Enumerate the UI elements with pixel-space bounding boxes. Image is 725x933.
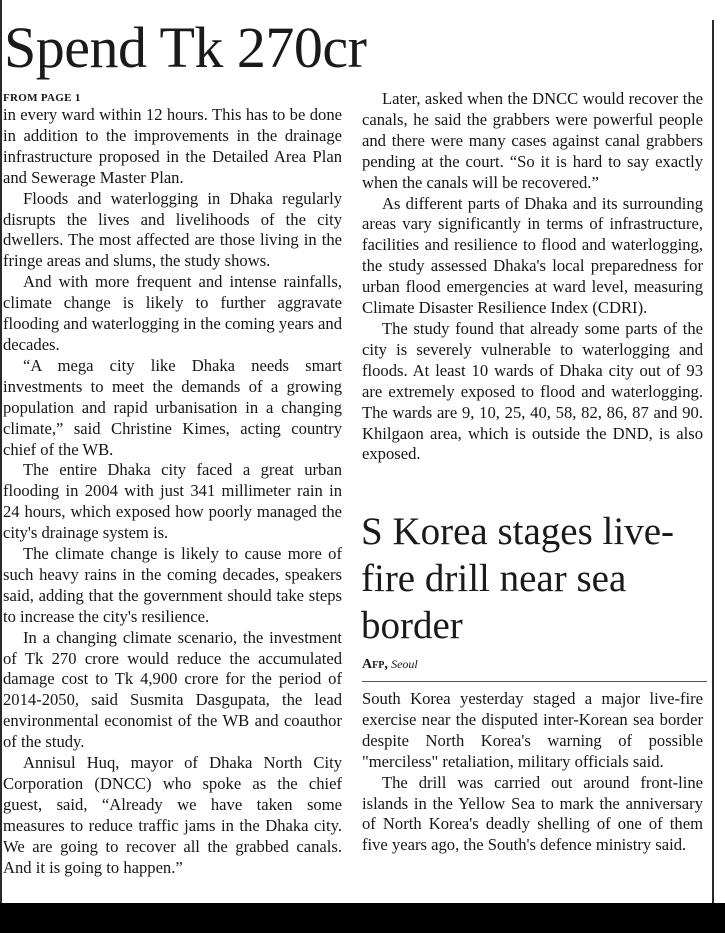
bottom-black-bar xyxy=(0,903,725,933)
paragraph: The study found that already some parts of the city is severely vulnerable to waterlogging and floods. At least 10 wards of Dhaka city out of 93 are extremely exposed to flood and waterlogging. The wards are 9, 10, 25, 40, 58, 82, 86, 87 and 90. Khilgaon area, which is outside the DND, is also exposed. xyxy=(362,318,703,464)
article-right-column xyxy=(362,89,703,465)
right-column-rule xyxy=(712,20,714,905)
second-article-body xyxy=(362,689,703,856)
paragraph: The drill was carried out around front-line islands in the Yellow Sea to mark the anniversary of North Korea's deadly shelling of one of them five years ago, the South's defence ministry said. xyxy=(362,772,703,855)
left-column-rule xyxy=(0,0,2,905)
paragraph: In a changing climate scenario, the investment of Tk 270 crore would reduce the accumulated damage cost to Tk 4,900 crore for the period of 2014-2050, said Susmita Dasgupata, the lead environmental economist of the WB and coauthor of the study. xyxy=(3,627,342,752)
paragraph: As different parts of Dhaka and its surrounding areas vary significantly in terms of infrastructure, facilities and resilience to flood and waterlogging, the study assessed Dhaka's local preparedness for urban flood emergencies at ward level, measuring Climate Disaster Resilience Index (CDRI). xyxy=(362,193,703,318)
paragraph: Annisul Huq, mayor of Dhaka North City Corporation (DNCC) who spoke as the chief guest, said, “Already we have taken some measures to reduce traffic jams in the Dhaka city. We are going to recover all the grabbed canals. And it is going to happen.” xyxy=(3,753,342,877)
byline-rule xyxy=(362,681,707,682)
paragraph: Floods and waterlogging in Dhaka regularly disrupts the lives and livelihoods of the city dwellers. The most affected are those living in the fringe areas and slums, the study shows. xyxy=(3,188,342,271)
article-left-column xyxy=(3,105,342,879)
paragraph: The entire Dhaka city faced a great urban flooding in 2004 with just 341 millimeter rain in 24 hours, which exposed how poorly managed the city's drainage system is. xyxy=(3,460,342,543)
article-headline: Spend Tk 270cr xyxy=(4,15,367,80)
paragraph: The climate change is likely to cause more of such heavy rains in the coming decades, speakers said, adding that the government should take steps to increase the city's resilience. xyxy=(3,544,342,626)
paragraph: “A mega city like Dhaka needs smart investments to meet the demands of a growing population and rapid urbanisation in a changing climate,” said Christine Kimes, acting country chief of the WB. xyxy=(3,355,342,459)
paragraph: in every ward within 12 hours. This has to be done in addition to the improvements in the drainage infrastructure proposed in the Detailed Area Plan and Sewerage Master Plan. xyxy=(3,105,342,187)
byline xyxy=(362,656,418,673)
paragraph: Later, asked when the DNCC would recover the canals, he said the grabbers were powerful people and there were many cases against canal grabbers pending at the court. “So it is hard to say exactly when the canals will be recovered.” xyxy=(362,89,703,192)
paragraph: And with more frequent and intense rainfalls, climate change is likely to further aggravate flooding and waterlogging in the coming years and decades. xyxy=(3,272,342,354)
jump-label: FROM PAGE 1 xyxy=(3,92,81,104)
dateline: Seoul xyxy=(391,657,418,671)
second-article-headline: S Korea stages live-fire drill near sea border xyxy=(361,510,674,647)
paragraph: South Korea yesterday staged a major live-fire exercise near the disputed inter-Korean sea border despite North Korea's warning of possible "merciless" retaliation, military officials said. xyxy=(362,689,703,771)
news-agency: Afp, xyxy=(362,657,388,672)
